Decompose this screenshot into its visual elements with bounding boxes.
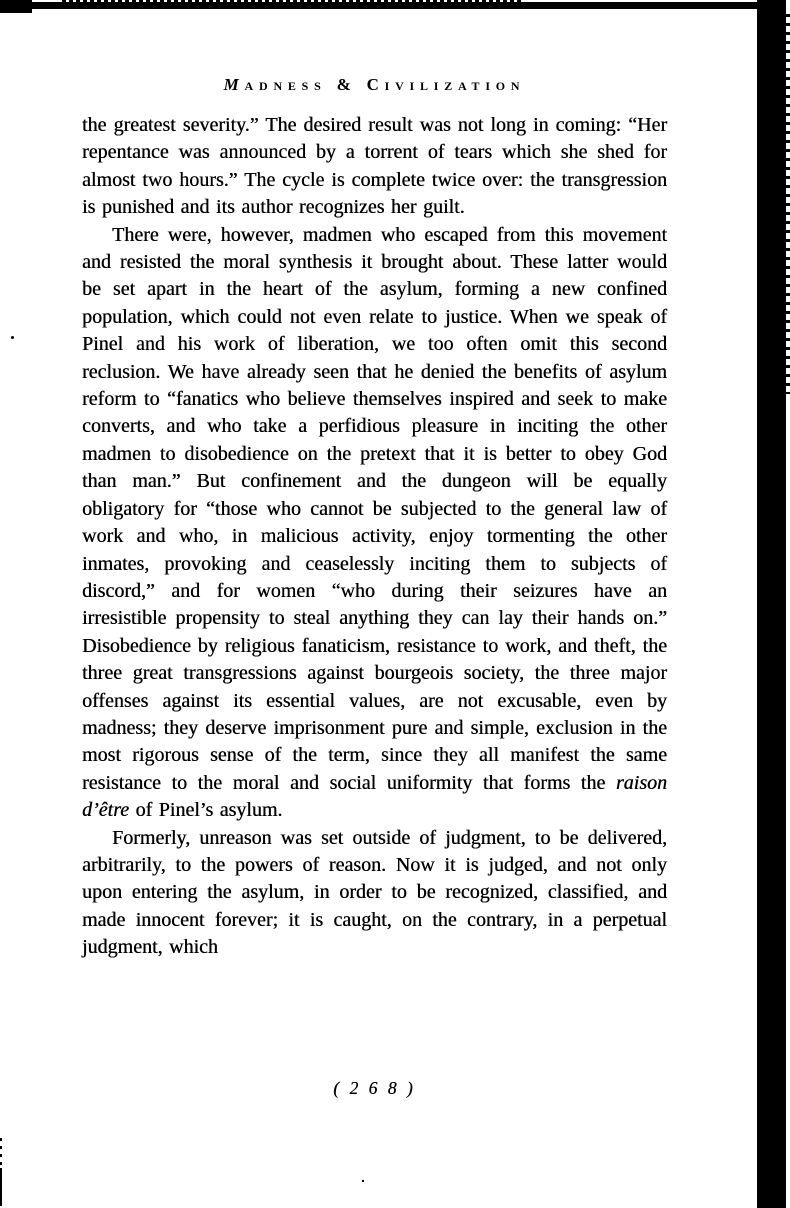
paragraph <box>82 222 667 825</box>
scan-artifact-top-left-blob <box>0 0 32 13</box>
scan-artifact-right-edge-dots <box>786 14 790 394</box>
page-body <box>82 112 667 962</box>
running-header: Madness & Civilization <box>223 75 526 94</box>
text-run: There were, however, madmen who escaped from this movement and resisted the moral synthesis it brought about. These latter would be set apart in the heart of the asylum, forming a new confined population, which could not even relate to justice. When we speak of Pinel and his work of liberation, we too often omit this second reclusion. We have already seen that he denied the benefits of asylum reform to “fanatics who believe themselves inspired and seek to make converts, and who take a perfidious pleasure in inciting the other madmen to disobedience on the pretext that it is better to obey God than man.” But confinement and the dungeon will be equally obligatory for “those who cannot be subjected to the general law of work and who, in malicious activity, enjoy tormenting the other inmates, provoking and ceaselessly inciting them to subjects of discord,” and for women “who during their seizures have an irresistible propensity to steal anything they can lay their hands on.” Disobedience by religious fanaticism, resistance to work, and theft, the three great transgressions against bourgeois society, the three major offenses against its essential values, are not excusable, even by madness; they deserve imprisonment pure and simple, exclusion in the most rigorous sense of the term, since they all manifest the same resistance to the moral and social uniformity that forms the <box>82 223 667 794</box>
text-run: Formerly, unreason was set outside of judgment, to be delivered, arbitrarily, to the powers of reason. Now it is judged, and not only upon entering the asylum, in order to be recognized, classified, and made innocent forever; it is caught, on the contrary, in a perpetual judgment, which <box>82 826 667 959</box>
scan-artifact-left-edge-line <box>0 1168 2 1206</box>
text-run: of Pinel’s asylum. <box>129 799 283 822</box>
scan-speck <box>11 336 14 339</box>
scan-artifact-top-dots <box>62 0 522 2</box>
scan-artifact-left-edge-dots <box>0 1138 2 1168</box>
text-run: the greatest severity.” The desired result was not long in coming: “Her repentance was announced by a torrent of tears which she shed for almost two hours.” The cycle is complete twice over: the transgression is punished and its author recognizes her guilt. <box>82 114 667 219</box>
page-number: ( 2 6 8 ) <box>333 1078 416 1098</box>
scan-artifact-top-edge <box>0 2 758 9</box>
paragraph <box>82 825 667 962</box>
italic-text-run: raison d’être <box>82 771 667 822</box>
scan-speck <box>362 1180 364 1182</box>
paragraph <box>82 112 667 222</box>
scan-artifact-right-bar <box>757 0 786 1208</box>
